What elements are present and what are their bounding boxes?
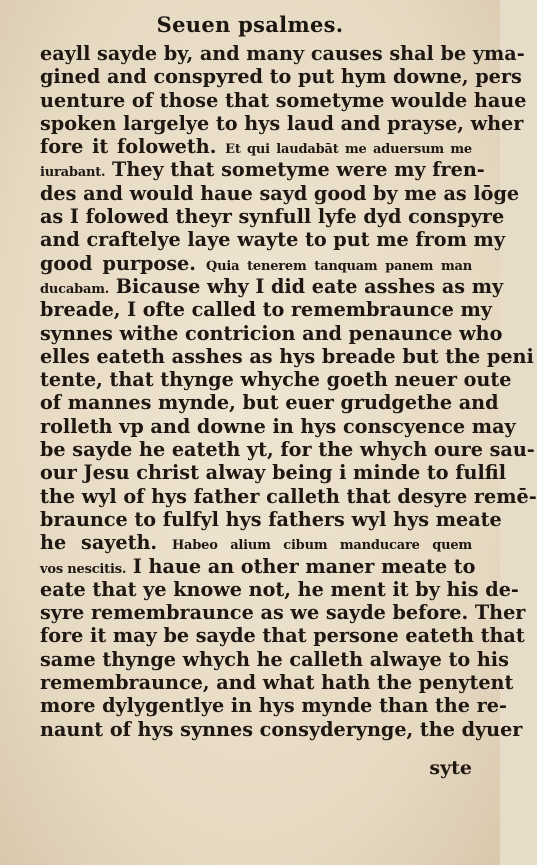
text-line: vos nescitis. I haue an other maner meate to <box>40 554 476 578</box>
text-line: as I folowed theyr synfull lyfe dyd conspyre <box>40 205 505 229</box>
text-line: he sayeth. Habeo alium cibum manducare quem <box>40 531 472 555</box>
text-line: remembraunce, and what hath the penytent <box>40 671 514 695</box>
text-line: same thynge whych he calleth alwaye to his <box>40 647 509 671</box>
text-line: eayll sayde by, and many causes shal be yma- <box>40 42 525 65</box>
latin-quote: Quia tenerem tanquam panem man <box>206 258 472 274</box>
text-line: of mannes mynde, but euer grudgethe and <box>40 391 499 415</box>
text-line: eate that ye knowe not, he ment it by his de- <box>40 577 519 601</box>
text-line: breade, I ofte called to remembraunce my <box>40 298 492 322</box>
text-line: the wyl of hys father calleth that desyre remē- <box>40 484 537 508</box>
catchword: syte <box>429 757 472 779</box>
text-line: synnes withe contricion and penaunce who <box>40 321 503 345</box>
running-header: Seuen psalmes. <box>156 12 344 37</box>
text-line: and craftelye laye wayte to put me from my <box>40 228 505 252</box>
text-line: tente, that thynge whyche goeth neuer oute <box>40 368 512 392</box>
text-line: braunce to fulfyl hys fathers wyl hys meate <box>40 507 502 531</box>
text-line: rolleth vp and downe in hys conscyence may <box>40 414 516 438</box>
text-line: ducabam. Bicause why I did eate asshes as my <box>40 274 504 298</box>
text-line: uenture of those that sometyme woulde haue <box>40 88 527 112</box>
text-line: des and would haue sayd good by me as lōge <box>40 181 520 205</box>
text-line: good purpose. Quia tenerem tanquam panem man <box>40 251 472 275</box>
text-line: fore it foloweth. Et qui laudabāt me aduersum me <box>40 135 472 159</box>
body-text <box>40 42 537 741</box>
text-line: iurabant. They that sometyme were my fren- <box>40 158 485 182</box>
text-line: be sayde he eateth yt, for the whych oure sau- <box>40 438 535 462</box>
text-line: our Jesu christ alway being i minde to fulfil <box>40 461 506 485</box>
text-line: naunt of hys synnes consyderynge, the dyuer <box>40 717 523 741</box>
latin-quote: vos nescitis. <box>40 561 127 577</box>
latin-quote: Habeo alium cibum manducare quem <box>171 538 472 554</box>
text-line: spoken largelye to hys laud and prayse, wher <box>40 111 524 135</box>
latin-quote: iurabant. <box>40 165 106 181</box>
latin-quote: Et qui laudabāt me aduersum me <box>225 142 472 158</box>
text-line: syre remembraunce as we sayde before. Ther <box>40 601 526 625</box>
text-line: more dylygentlye in hys mynde than the re- <box>40 694 507 718</box>
text-line: gined and conspyred to put hym downe, pers <box>40 65 522 89</box>
text-line: elles eateth asshes as hys breade but the peni <box>40 344 534 368</box>
text-line: fore it may be sayde that persone eateth that <box>40 624 525 648</box>
latin-quote: ducabam. <box>40 281 110 297</box>
